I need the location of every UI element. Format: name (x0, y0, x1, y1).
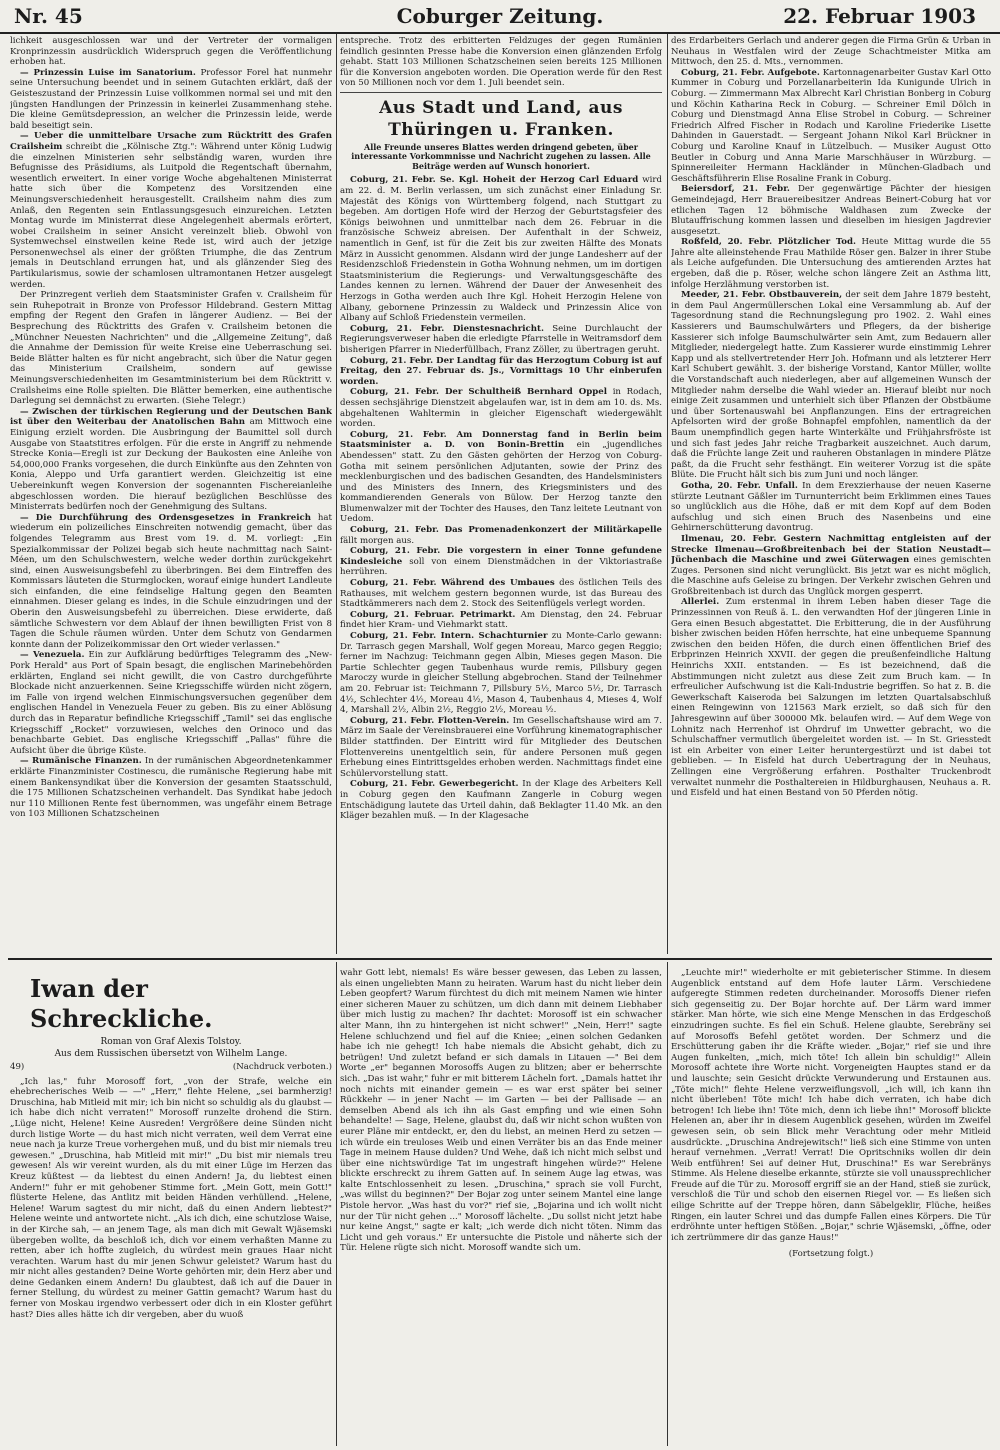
news-item (671, 184, 991, 237)
news-item (671, 68, 991, 185)
news-text: Heute Mittag wurde die 55 Jahre alte alleinstehende Frau Mathilde Röser gen. Balzer in ihrer Stube als Leiche aufgefunden. Die Untersuchung des amtierenden Arztes hat ergeben, daß die p. Röser, welche schon längere Zeit an Asthma litt, infolge Herzlähmung verstorben ist. (671, 237, 991, 290)
news-item (340, 430, 662, 525)
news-headline: Coburg, 21. Febr. Gewerbegericht. (350, 779, 519, 790)
news-text: In der Klage des Arbeiters Kell in Coburg gegen den Kaufmann Zangerle in Coburg wegen Entschädigung lautete das Urteil dahin, daß Beklagter 11.40 Mk. an den Kläger bezahlen muß. — In der Klagesache (340, 779, 662, 822)
news-paragraph: Der Prinzregent verlieh dem Staatsminister Grafen v. Crailsheim für sein Ruhepotrait in Bronze von Professor Hildebrand. Gestern Mittag empfing der Regent den Grafen in längerer Audienz. — Bei der Besprechung des Rücktritts des Grafen v. Crailsheim betonen die „Münchner Neuesten Nachrichten" und die „Allgemeine Zeitung", daß die Annahme der Demission für weite Kreise eine Ueberraschung sei. Beide Blätter halten es für nicht angebracht, sich über die Natur gegen das Ministerium Crailsheim, sondern auf gewisse Meinungsverschiedenheiten im Gesamtministerium bei dem Rücktritt v. Crailsheims eine Rolle spielten. Die Blätter bemerken, eine authentische Darlegung sei demnächst zu erwarten. (Siehe Telegr.) (10, 290, 332, 407)
news-headline: Roßfeld, 20. Febr. Plötzlicher Tod. (681, 237, 857, 248)
news-headline: Coburg, 21. Febr. Der Landtag für das Herzogtum Coburg ist auf Freitag, den 27. Februar ds. Js., Vormittags 10 Uhr einberufen worden. (340, 355, 662, 387)
news-item (10, 513, 332, 651)
news-headline: Coburg, 21. Febr. Intern. Schachturnier (350, 631, 548, 641)
novel-text: „Leuchte mir!" wiederholte er mit gebieterischer Stimme. In diesem Augenblick entstand auf dem Hofe lauter Lärm. Verschiedene aufgeregte Stimmen redeten durcheinander. Morosoffs Diener riefen sich gegenseitig zu. Der Bojar horchte auf. Der Lärm ward immer stärker. Man hörte, wie sich eine Menge Menschen in das Erdgeschoß einzudringen suchte. Es fiel ein Schuß. Helene glaubte, Serebräny sei auf Morosoffs Befehl getötet worden. Der Schmerz und die Erschütterung gaben ihr die Kräfte wieder. „Bojar," rief sie und ihre Augen funkelten, „mich, mich töte! Ich allein bin schuldig!" Allein Morosoff achtete ihre Worte nicht. Vorgeneigten Hauptes stand er da und lauschte; sein Gesicht drückte Verwunderung und Erstaunen aus. „Töte mich!" flehte Helene verzweiflungsvoll, „ich will, ich kann ihn nicht überleben! Töte mich! Ich habe dich verraten, ich habe dich betrogen! Ich liebe ihn! Töte mich, denn ich liebe ihn!" Morosoff blickte Helenen an, aber ihr in diesem Augenblick gesehen, würden im Zweifel gewesen sein, ob sein Blick mehr Verachtung oder mehr Mitleid ausdrückte. „Druschina Andrejewitsch!" ließ sich eine Stimme von unten herauf vernehmen. „Verrat! Verrat! Die Opritschniks wollen dir dein Weib entführen! Sei auf deiner Hut, Druschina!" Es war Serebränys Stimme. Als Helene dieselbe erkannte, stürzte sie voll unaussprechlicher Freude auf die Tür zu. Morosoff ergriff sie an der Hand, stieß sie zurück, verschloß die Tür und schob den eisernen Riegel vor. — Es ließen sich eilige Schritte auf der Treppe hören, dann Säbelgeklir, Flüche, heißes Ringen, ein lauter Schrei und das dumpfe Fallen eines Körpers. Die Tür erdröhnte unter heftigen Stößen. „Bojar," schrie Wjäsemski, „öffne, oder ich zertrümmere dir das ganze Haus!" (671, 968, 991, 1243)
installment-number: 49) (10, 1062, 25, 1072)
news-item (340, 716, 662, 780)
column-divider (667, 962, 668, 1446)
news-headline: Meeder, 21. Febr. Obstbauverein, (681, 290, 843, 301)
newspaper-name: Coburger Zeitung. (396, 4, 604, 28)
feuilleton-divider (8, 958, 992, 960)
news-item (671, 534, 991, 598)
section-title: Aus Stadt und Land, aus Thüringen u. Franken. (379, 97, 623, 140)
news-item (671, 481, 991, 534)
masthead (0, 0, 1000, 34)
news-item (10, 407, 332, 513)
news-headline: Coburg, 21. Febr. Aufgebote. (681, 67, 820, 78)
news-item (340, 546, 662, 578)
news-paragraph: entspreche. Trotz des erbitterten Feldzuges der gegen Rumänien feindlich gesinnten Presse habe die Konversion einen glänzenden Erfolg gehabt. Statt 103 Millionen Schatzscheinen seien bereits 125 Millionen für die Konversion angeboten worden. Die Operation werde für den Rest von 50 Millionen noch vor dem 1. Juli beendet sein. (340, 36, 662, 89)
news-headline: — Ueber die unmittelbare Ursache zum Rücktritt des Grafen Crailsheim (10, 131, 332, 152)
news-headline: Allerlei. (681, 597, 720, 608)
news-column-2 (340, 36, 662, 954)
news-item (340, 525, 662, 546)
reprint-notice: (Nachdruck verboten.) (232, 1062, 332, 1072)
news-text: Ein zur Aufklärung bedürftiges Telegramm des „New-Pork Herald" aus Port of Spain besagt, die englischen Marinebehörden erklärten, England sei nicht gewillt, die von Castro durchgeführte Blockade nicht anzuerkennen. Seine Kriegsschiffe würden nicht zögern, im Falle von irgend welchen Einmischungsversuchen gegenüber dem englischen Handel in Venezuela Feuer zu geben. Bis zu einer Ablösung durch das in Reparatur befindliche Kriegsschiff „Tamil" sei das englische Kriegsschiff „Rocket" vorzuwiesen, welches den Orinoco und das benachbarte Gebiet. Das englische Kriegsschiff „Pallas" führe die Aufsicht über die übrige Küste. (10, 650, 332, 756)
news-headline: — Rumänische Finanzen. (20, 756, 142, 767)
news-item (340, 779, 662, 821)
novel-author: Roman von Graf Alexis Tolstoy. (100, 1037, 242, 1047)
news-item (340, 175, 662, 323)
news-text: Seine Durchlaucht der Regierungsverweser haben die erledigte Pfarrstelle in Weitramsdorf dem bisherigen Pfarrer in Niederfüllbach, Franz Zöller, zu übertragen geruht. (340, 323, 662, 355)
news-headline: — Die Durchführung des Ordensgesetzes in Frankreich (20, 512, 311, 523)
news-headline: Gotha, 20. Febr. Unfall. (681, 480, 798, 491)
news-text: eines gemischten Zuges. Personen sind nicht verunglückt. Bis jetzt war es nicht möglich, die Maschine aufs Geleise zu bringen. Der Verkehr zwischen Gehren und Großbreitenbach ist durch das Unglück morgen gesperrt. (671, 555, 991, 597)
news-headline: Coburg, 21. Febr. Se. Kgl. Hoheit der Herzog Carl Eduard (350, 175, 639, 186)
news-text: schreibt die „Kölnische Ztg.": Während unter König Ludwig die einzelnen Ministerien sehr selbständig waren, wurden ihre Befugnisse des Präsidiums, als Luitpold die Regentschaft übernahm, wesentlich erweitert. In einer vorige Woche abgehaltenen Ministerrat hatte sich über die Kompetenz des Vorsitzenden eine Meinungsverschiedenheit herausgestellt. Crailsheim nahm dies zum Anlaß, den Regenten sein Entlassungsgesuch einzureichen. Letzten Montag wurde im Ministerrat diese Angelegenheit abermals erörtert, wobei Crailsheim in seiner Ansicht vereinzelt blieb. Obwohl von Systemwechsel einstweilen keine Rede ist, wird auch der jetzige Personenwechsel als einer der größten Triumphe, die das Zentrum jemals in Deutschland errungen hat, und als glänzender Sieg des Partikularismus, sowie der schamlosen ultramontanen Hetzer ausgelegt werden. (10, 141, 332, 290)
news-text: Zum erstenmal in ihrem Leben haben dieser Tage die Prinzessinnen von Reuß ä. L. den verwandten Hof der jüngeren Linie in Gera einen Besuch abgestattet. Die Erbitterung, die in der Ausführung bisher zwischen beiden Höfen herrschte, hat eine unbequeme Spannung zwischen den beiden Höfen, die durch einen öffentlichen Brief des Erbprinzen Heinrich XXVII. der gegen die preußenfeindliche Haltung Heinrichs XXII. entstanden. — Es ist bezeichnend, daß die Abstimmungen nicht zuletzt aus diese Zeit zum Bruch kam. — In erfreulicher Aufschwung ist die Kali-Industrie begriffen. So hat z. B. die Gewerkschaft Kaiseroda bei Salzungen im letzten Quartalsabschluß einen Reingewinn von 121563 Mark erzielt, so daß sich für den Jahresgewinn auf über 300000 Mk. belaufen wird. — Auf dem Wege von Lohnitz nach Herrenhof ist Ohrdruf im Unwetter gebracht, wo die Schulschaffner vermutlich übergeleitet worden ist. — In St. Griesstedt ist ein Arbeiter von einer Leiter heruntergestürzt und ist dabei tot geblieben. — In Eisfeld hat durch Uebertragung der in Neuhaus, Zellingen eine Vergrößerung erfahren. Posthalter Truckenbrodt verwaltet nunmehr die Posthaltereien in Hildburghausen, Neuhaus a. R. und Eisfeld und hat einen Bestand von 50 Pferden nötig. (671, 597, 991, 799)
news-text: soll von einem Dienstmädchen in der Viktoriastraße herrühren. (340, 556, 662, 578)
feuilleton-column-1 (10, 968, 332, 1440)
news-headline: Coburg, 21. Febr. Während des Umbaues (350, 578, 555, 589)
news-text: Professor Forel hat nunmehr seine Untersuchung beendet und in seinem Gutachten erklärt, daß der Geisteszustand der Prinzessin Luise vollkommen normal sei und mit den jüngsten Handlungen der Prinzessin in keinerlei Zusammenhang stehe. Die kleine Gemütsdepression, an welcher die Prinzessin leide, werde bald beseitigt sein. (10, 67, 332, 131)
news-item (340, 610, 662, 631)
news-item (10, 650, 332, 756)
news-item (10, 756, 332, 820)
news-headline: Beiersdorf, 21. Febr. (681, 184, 790, 195)
issue-date: 22. Februar 1903 (783, 4, 976, 28)
news-text: hat wiederum ein polizeiliches Einschreiten notwendig gemacht, über das folgendes Telegramm aus Brest vom 19. d. M. vorliegt: „Ein Spezialkommissar der Polizei begab sich heute nachmittag nach Saint-Méen, um den Schulschwestern, welche weder dorthin zurückgekehrt sind, einen Ausweisungsbefehl zu überbringen. Bei dem Eintreffen des Kommissars läuteten die Sturmglocken, worauf einige hundert Landleute sich einfanden, die eine feindselige Haltung gegen den Beamten einnahmen. Dieser gelang es indes, in die Schule einzudringen und der Oberin den Ausweisungsbefehl zu überreichen. Diese erwiderte, daß sämtliche Schwestern vor dem Ablauf der ihnen bewilligten Frist von 8 Tagen die Schule räumen würden. Unter dem Schutz von Gendarmen konnte dann der Polizeikommissar den Ort wieder verlassen." (10, 512, 332, 650)
column-divider (336, 962, 337, 1446)
column-divider (667, 34, 668, 954)
news-headline: Coburg, 21. Febr. Am Donnerstag fand in Berlin beim Staatsminister a. D. von Bonin-Brettin (340, 429, 662, 451)
novel-text: wahr Gott lebt, niemals! Es wäre besser gewesen, das Leben zu lassen, als einen ungeliebten Mann zu heiraten. Warum hast du nicht lieber dein Leben geopfert? Warum fürchtest du dich mit meinem Namen wie hinter einer sicheren Mauer zu schützen, um dich dann mit deinem Liebhaber über mich lustig zu machen? Ihr dachtet: Morosoff ist ein schwacher alter Mann, ihn zu hintergehen ist nicht schwer!" „Nein, Herr!" sagte Helene schluchzend und fiel auf die Kniee; „einen solchen Gedanken habe ich nie gehegt! Ich habe niemals die Absicht gehabt, dich zu betrügen! Und zuletzt befand er sich damals in Litauen —" Bei dem Worte „er" begannen Morosoffs Augen zu blitzen; aber er beherrschte sich. „Das ist wahr," fuhr er mit bitterem Lächeln fort. „Damals hattet ihr noch nichts mit einander gemein — es war erst später bei seiner Rückkehr — in jener Nacht — im Garten — bei der Pallisade — an demselben Abend als ich ihn als Gast empfing und wie einen Sohn behandelte! — Sage, Helene, glaubst du, daß wir nicht schon wußten von eurer Pläne mir entdeckt, er, den du liebst, an meinen Herd zu setzen — ich würde ein treuloses Weib und einen Verräter bis an das Ende meiner Tage in meinem Hause dulden? Und Wehe, daß ich nicht mich selbst und über eine nichtswürdige Tat im ungestraft hingehen würde?" Helene blickte erschreckt zu ihrem Gatten auf. In seinem Auge lag etwas, was kalte Entschlossenheit zu lesen. „Druschina," sprach sie voll Furcht, „was willst du beginnen?" Der Bojar zog unter seinem Mantel eine lange Pistole hervor. „Was hast du vor?" rief sie, „Bojarina und ich wollt nicht nur der Tür nicht gehen ..." Morosoff lächelte. „Du sollst nicht jetzt habe nur keine Angst," sagte er kalt; „ich werde dich nicht töten. Nimm das Licht und geh voraus." Er untersuchte die Pistole und näherte sich der Tür. Helene rügte sich nicht. Morosoff wandte sich um. (340, 968, 662, 1254)
news-item (671, 290, 991, 481)
news-text: des östlichen Teils des Rathauses, mit welchem gestern begonnen wurde, ist das Bureau des Stadtkämmerers nach dem 2. Stock des Seitenflügels verlegt worden. (340, 578, 662, 610)
section-divider (340, 92, 662, 93)
news-headline: — Prinzessin Luise im Sanatorium. (20, 67, 196, 78)
novel-text: „Ich las," fuhr Morosoff fort, „von der Strafe, welche ein ehebrecherisches Weib — —" „Herr," flehte Helene, „sei barmherzig! Druschina, hab Mitleid mit mir; ich bin nicht so schuldig als du glaubst — ich habe dich nicht verraten!" Morosoff runzelte drohend die Stirn. „Lüge nicht, Helene! Keine Ausreden! Vergrößere deine Sünden nicht durch listige Worte — du hast mich nicht verraten, weil dem Verrat eine neue nach ja kurze Treue vorhergehen muß, und du bist mir niemals treu gewesen." „Druschina, hab Mitleid mit mir!" „Du bist mir niemals treu gewesen! Als wir vereint wurden, als du mit einer Lüge im Herzen das Kreuz küßtest — da liebtest du einen Andern! Ja, du liebtest einen Andern!" fuhr er mit gehobener Stimme fort. „Mein Gott, mein Gott!" flüsterte Helene, das Antlitz mit beiden Händen verhüllend. „Helene, Helene! Warum sagtest du mir nicht, daß du einen Andern liebtest?" Helene weinte und antwortete nicht. „Als ich dich, eine schutzlose Waise, in der Kirche sah, — an jenem Tage, als man dich mit Gewalt Wjäsemski übergeben wollte, da beschloß ich, dich vor einem verhaßten Manne zu retten, aber ich hoffte zugleich, du würdest mein graues Haar nicht verachten. Warum hast du mir jenen Schwur geleistet? Warum hast du mir nicht alles gestanden? Deine Worte gehörten mir, dein Herz aber und deine Gedanken einem Andern! Du glaubtest, daß ich auf die Dauer in ferner Stellung, du würdest zu meiner Gattin gemacht? Warum hast du ferner von Moskau irgendwo verbessert oder dich in ein Kloster geführt hast? Dies alles hätte ich dir vergeben, aber du wuoß (10, 1076, 332, 1320)
novel-meta (10, 1062, 332, 1073)
news-column-1 (10, 36, 332, 954)
news-headline: Ilmenau, 20. Febr. Gestern Nachmittag entgleisten auf der Strecke Ilmenau—Großbreitenbach bei der Station Neustadt—Jüchenbach die Maschine und zwei Güterwagen (671, 533, 991, 566)
feuilleton-column-2 (340, 968, 662, 1440)
news-item (671, 237, 991, 290)
novel-title: Iwan der Schreckliche. (30, 974, 213, 1033)
news-headline: — Venezuela. (20, 650, 85, 661)
news-text: am Mittwoch eine Einigung erzielt worden. Die Ausbringung der Baumittel soll durch Ausgabe von Staatstitres erfolgen. Für die erste in Angriff zu nehmende Strecke Konia—Eregli ist zur Deckung der Baukosten eine Anleihe von 54,000,000 Franks vorgesehen, die durch Einkünfte aus den Zehnten von Konia, Aleppo und Urfa garantiert werden. Gleichzeitig ist eine Uebereinkunft wegen Konversion der sogenannten Fischereianleihe abgeschlossen worden. Die hierauf bezüglichen Beschlüsse des Ministerrats bedürfen noch der Genehmigung des Sultans. (10, 417, 332, 513)
section-note: Alle Freunde unseres Blattes werden dringend gebeten, über interessante Vorkommnisse und Nachricht zugehen zu lassen. Alle Beiträge werden auf Wunsch honoriert. (351, 141, 651, 171)
news-text: zu Monte-Carlo gewann: Dr. Tarrasch gegen Marshall, Wolf gegen Moreau, Marco gegen Reggio; ferner im Nachzug: Teichmann gegen Albin, Mieses gegen Mason. Die Partie Schlechter gegen Taubenhaus wurde remis, Pillsbury gegen Maroczy wurde in gleicher Stellung abgebrochen. Stand der Teilnehmer am 20. Februar ist: Teichmann 7, Pillsbury 5½, Marco 5½, Dr. Tarrasch 4½, Schlechter 4½, Moreau 4½, Mason 4, Taubenhaus 4, Mieses 4, Wolf 4, Marshall 2½, Albin 2½, Reggio 2½, Moreau ½. (340, 631, 662, 716)
news-item (340, 578, 662, 610)
news-item (340, 387, 662, 429)
news-text: wird am 22. d. M. Berlin verlassen, um sich zunächst einer Einladung Sr. Majestät des Königs von Württemberg folgend, nach Stuttgart zu begeben. Am dortigen Hofe wird der Herzog der Geburtstagsfeier des Königs beiwohnen und unmittelbar nach dem 26. Februar in die französische Schweiz abreisen. Der Aufenthalt in der Schweiz, namentlich in Genf, ist für die Zeit bis zur zweiten Hälfte des Monats März in Aussicht genommen. Alsdann wird der junge Landesherr auf der Residenzschloß Friedenstein in Gotha Wohnung nehmen, um im dortigen Staatsministerium die Regierungs- und Verwaltungsgeschäfte des Landes kennen zu lernen. Während der Dauer der Anwesenheit des Herzogs in Gotha werden auch Ihre Kgl. Hoheit Herzogin Helene von Albany, gebornene Prinzessin zu Waldeck und Prinzessin Alice von Albany auf Schloß Friedenstein vermeilen. (340, 175, 662, 324)
news-text: In der rumänischen Abgeordnetenkammer erklärte Finanzminister Costinescu, die rumänische Regierung habe mit einem Bankensyndikat über die Konversion der gesamten Staatsschuld, die 175 Millionen Schatzscheinen verhandelt. Das Syndikat habe jedoch nur 110 Millionen Rente fest übernommen, was ungefähr einem Betrage von 103 Millionen Schatzscheinen (10, 756, 332, 820)
news-text: in Rodach, dessen sechsjährige Dienstzeit abgelaufen war, ist in dem am 10. ds. Ms. abgehaltenen Wahltermin in gleicher Eigenschaft wiedergewählt worden. (340, 387, 662, 430)
news-item (340, 324, 662, 356)
feuilleton-column-3 (671, 968, 991, 1440)
news-headline: — Zwischen der türkischen Regierung und der Deutschen Bank ist über den Weiterbau der Anatolischen Bahn (10, 406, 332, 428)
news-text: ein „jugendliches Abendessen" statt. Zu den Gästen gehörten der Herzog von Coburg-Gotha mit seinem persönlichen Adjutanten, sowie der Prinz des mecklenburgischen und des badischen Gesandten, des Handelsministers und des Ministers des Innern, des Kriegsministers und des kommandierenden Generals von Bülow. Der Herzog tanzte den Blumenwalzer mit der Tochter des Hauses, den Tanz leitete Leutnant von Uedom. (340, 440, 662, 525)
news-headline: Coburg, 21. Febr. Flotten-Verein. (350, 715, 510, 726)
news-headline: Coburg, 21. Febr. Das Promenadenkonzert der Militärkapelle (350, 525, 662, 536)
news-item (671, 597, 991, 798)
news-headline: Coburg, 21. Febr. Die vorgestern in einer Tonne gefundene Kindesleiche (340, 546, 662, 567)
news-paragraph: lichkeit ausgeschlossen war und der Vertreter der vormaligen Kronprinzessin ausdrücklich Widerspruch gegen die Veröffentlichung erhoben hat. (10, 36, 332, 68)
news-headline: Coburg, 21. Febr. Dienstesnachricht. (350, 323, 544, 334)
news-text: der seit dem Jahre 1879 besteht, in dem Paul Angermüllerschen Lokal eine Versammlung ab. Auf der Tagesordnung stand die Rechnungslegung pro 1902. 2. Wahl eines Kassierers und Baumschulwärters und Pflegers, da der bisherige Kassierer sich infolge Baumschulwärter sein Amt, zum Bedauern aller Mitglieder, niedergelegt hatte. Zum Kassierer wurde einstimmig Lehrer Kapp und als stellvertretender Herr Joh. Hofmann und als letzterer Herr Karl Schubert gewählt. 3. der bisherige Vorstand, Kantor Müller, wollte die Vorstandschaft auch niederlegen, aber auf allgemeinen Wunsch der Mitglieder nahm derselbe die Wahl wieder an. Hierauf bleibt nur noch einige Zeit zusammen und unterhielt sich über Pflanzen der Obstbäume und über Sortenauswahl bei Anpflanzungen. Eins der ertragreichen Apfelsorten wird der große Bohnapfel empfohlen, namentlich da der Baum unempfindlich gegen harte Winterkälte und Frühjahrsfröste ist und sich fast jedes Jahr reiche Tragbarkeit auszeichnet. Auch darum, daß die Früchte lange Zeit und rauheren Obstanlagen in mindere Plätze paßt, da die Frucht sehr festhängt. Ein weiterer Vorzug ist die späte Blüte. Die Frucht hält sich bis zum Juni und noch länger. (671, 290, 991, 481)
news-text: Kartonnagenarbeiter Gustav Karl Otto Kummer in Coburg und Porzellanarbeiterin Ida Kunigunde Ulrich in Coburg. — Zimmermann Max Albrecht Karl Christian Bonberg in Coburg und Köchin Katharina Reck in Coburg. — Schreiner Emil Dölch in Coburg und Dienstmagd Anna Elise Strobel in Coburg. — Schreiner Friedrich Alfred Fischer in Rodach und Karoline Friederike Lisette Dahinden in Gauerstadt. — Sergeant Johann Nikol Karl Brückner in Coburg und Karoline Knauf in Lützelbuch. — Musiker August Otto Beutler in Coburg und Anna Marie Marschhäuser in Würzburg. — Spinnereileiter Hermann Hackländer in München-Gladbach und Geschäftsführerin Elise Rosaline Frank in Coburg. (671, 67, 991, 184)
news-headline: Coburg, 21. Febr. Der Schultheiß Bernhard Oppel (350, 387, 607, 398)
news-item (340, 631, 662, 716)
news-item (10, 131, 332, 290)
news-text: Im Gesellschaftshause wird am 7. März im Saale der Vereinsbrauerei eine Vorführung kinematographischer Bilder stattfinden. Der Eintritt wird für Mitglieder des Deutschen Flottenvereins unentgeltlich sein, für andere Personen muß gegen Erhebung eines Eintrittsgeldes erhoben werden. Nachmittags findet eine Schülervorstellung statt. (340, 715, 662, 779)
novel-translator: Aus dem Russischen übersetzt von Wilhelm Lange. (54, 1049, 288, 1059)
column-divider (336, 34, 337, 954)
news-column-3 (671, 36, 991, 954)
news-text: fällt morgen aus. (340, 535, 415, 546)
news-paragraph: des Erdarbeiters Gerlach und anderer gegen die Firma Grün & Urban in Neuhaus in Westfalen wird der Zeuge Schachtmeister Mitka am Mittwoch, den 25. d. Mts., vernommen. (671, 36, 991, 68)
news-item (10, 68, 332, 132)
news-headline: Coburg, 21. Februar. Petrimarkt. (350, 609, 516, 620)
continued-notice: (Fortsetzung folgt.) (788, 1249, 874, 1260)
issue-number: Nr. 45 (14, 4, 83, 28)
news-text: Am Dienstag, den 24. Februar findet hier Kram- und Viehmarkt statt. (340, 609, 662, 631)
news-text: Der gegenwärtige Pächter der hiesigen Gemeindejagd, Herr Brauereibesitzer Andreas Beinert-Coburg hat vor etlichen Tagen 12 böhmische Waldhasen zum Zwecke der Blutauffrischung kommen lassen und dieselben im hiesigen Jagdrevier ausgesetzt. (671, 184, 991, 237)
news-text: In dem Erexzierhause der neuen Kaserne stürzte Leutnant Gäßler im Turnunterricht beim Erklimmen eines Taues so unglücklich aus die Höhe, daß er mit dem Kopf auf dem Boden aufschlug und sich einen Bruch des Nasenbeins und eine Gehirnerschütterung davontrug. (671, 480, 991, 534)
